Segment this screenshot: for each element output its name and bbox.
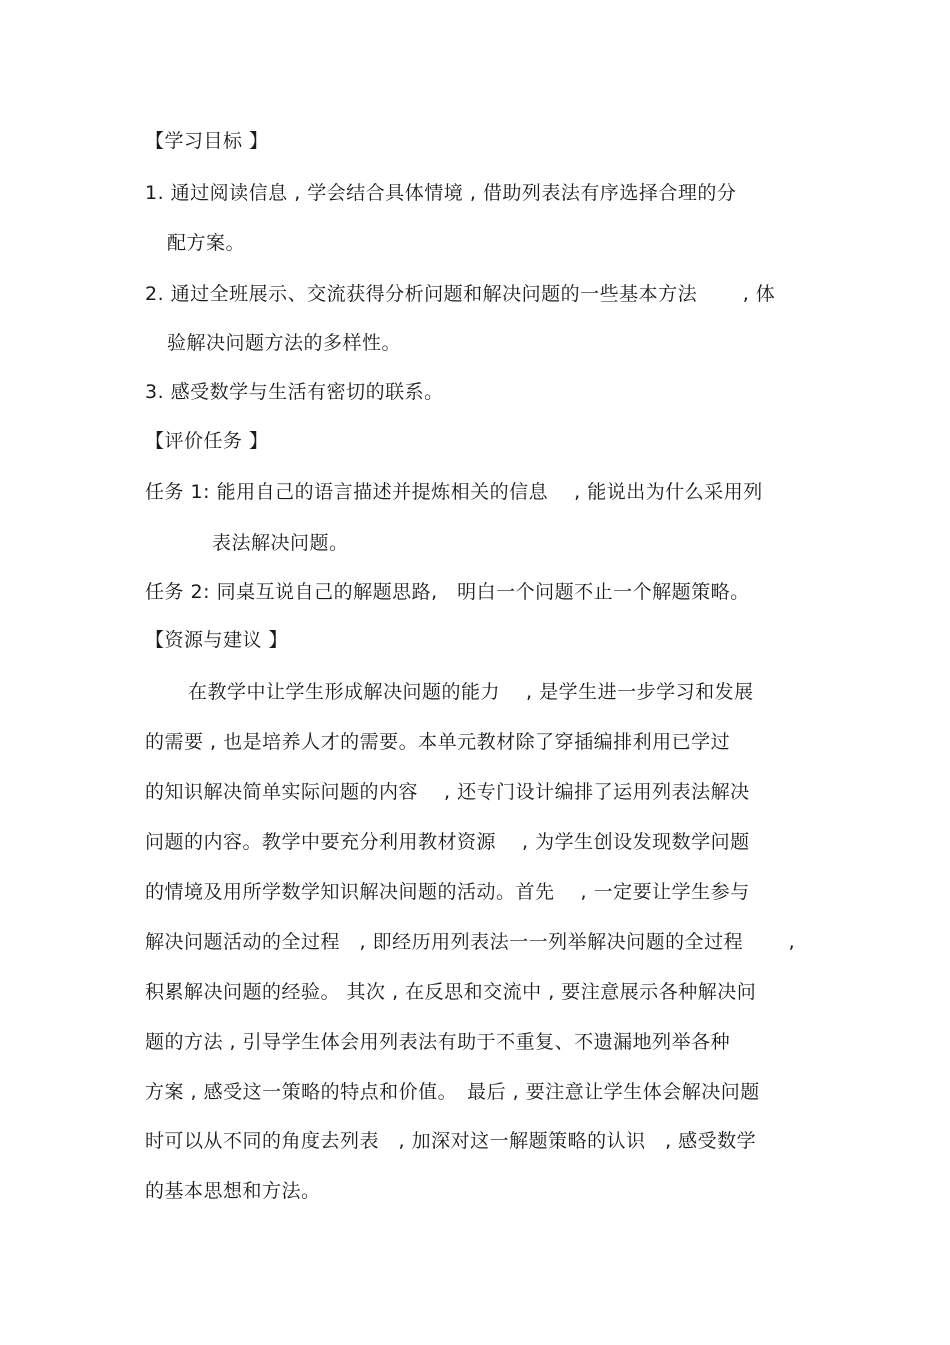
- objective-1-line-1: 1. 通过阅读信息 , 学会结合具体情境 , 借助列表法有序选择合理的分: [145, 182, 737, 204]
- resources-paragraph-line: 的情境及用所学数学知识解决间题的活动。首先 , 一定要让学生参与: [145, 881, 750, 903]
- resources-paragraph-line: 的基本思想和方法。: [145, 1180, 321, 1202]
- resources-paragraph-line: 解决问题活动的全过程 , 即经历用列表法一一列举解决问题的全过程 ,: [145, 931, 796, 953]
- resources-paragraph-line: 问题的内容。教学中要充分利用教材资源 , 为学生创设发现数学问题: [145, 831, 750, 853]
- resources-paragraph-line: 时可以从不同的角度去列表 , 加深对这一解题策略的认识 , 感受数学: [145, 1130, 757, 1152]
- section-heading-objectives: 【学习目标 】: [145, 130, 269, 152]
- task-2-line-1: 任务 2: 同桌互说自己的解题思路, 明白一个问题不止一个解题策略。: [145, 581, 750, 603]
- resources-paragraph-line: 方案 , 感受这一策略的特点和价值。 最后 , 要注意让学生体会解决问题: [145, 1081, 760, 1103]
- resources-paragraph-line: 的需要 , 也是培养人才的需要。本单元教材除了穿插编排利用已学过: [145, 731, 731, 753]
- objective-2-line-2: 验解决问题方法的多样性。: [167, 332, 402, 354]
- resources-paragraph-line: 在教学中让学生形成解决问题的能力 , 是学生进一步学习和发展: [188, 681, 754, 703]
- section-heading-resources: 【资源与建议 】: [145, 629, 289, 651]
- resources-paragraph-line: 积累解决问题的经验。 其次 , 在反思和交流中 , 要注意展示各种解决问: [145, 981, 757, 1003]
- objective-3-line-1: 3. 感受数学与生活有密切的联系。: [145, 381, 444, 403]
- resources-paragraph-line: 题的方法 , 引导学生体会用列表法有助于不重复、不遗漏地列举各种: [145, 1031, 731, 1053]
- task-1-line-2: 表法解决问题。: [212, 532, 349, 554]
- resources-paragraph-line: 的知识解决简单实际问题的内容 , 还专门设计编排了运用列表法解决: [145, 781, 750, 803]
- objective-2-line-1: 2. 通过全班展示、交流获得分析问题和解决问题的一些基本方法 , 体: [145, 283, 776, 305]
- task-1-line-1: 任务 1: 能用自己的语言描述并提炼相关的信息 , 能说出为什么采用列: [145, 481, 763, 503]
- objective-1-line-2: 配方案。: [167, 232, 246, 254]
- section-heading-tasks: 【评价任务 】: [145, 430, 269, 452]
